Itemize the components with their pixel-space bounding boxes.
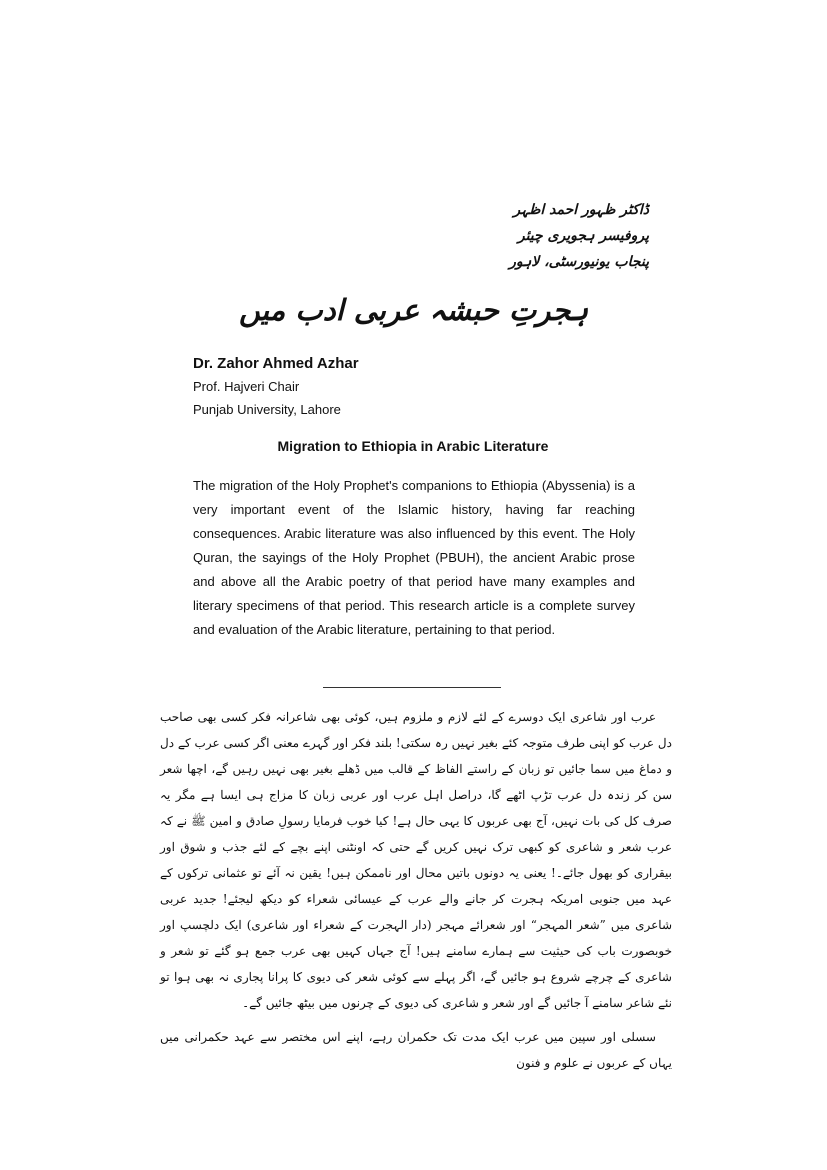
urdu-article-title: ہجرتِ حبشہ عربی ادب میں [238,293,589,327]
urdu-author-block [349,197,649,275]
urdu-author-institution: پنجاب یونیورسٹی، لاہور [509,254,649,270]
urdu-body [160,704,672,1084]
urdu-paragraph-1: عرب اور شاعری ایک دوسرے کے لئے لازم و ملزوم ہیں، کوئی بھی شاعرانہ فکر کسی بھی صاحب دل عرب کو اپنی طرف متوجہ کئے بغیر نہیں رہ سکتی! بلند فکر اور گہرے معنی اگر کسی عرب کے دل و دماغ میں سما جائیں تو زبان کے راستے الفاظ کے قالب میں ڈھلے بغیر بھی نہیں رہیں گے، اچھا شعر سن کر زندہ دل عرب تڑپ اٹھے گا، دراصل اہل عرب اور عربی زبان کا مزاج ہی ایسا ہے مگر یہ صرف کل کی بات نہیں، آج بھی عربوں کا یہی حال ہے! کیا خوب فرمایا رسولِ صادق و امین ﷺ نے کہ عرب شعر و شاعری کو کبھی ترک نہیں کریں گے حتی کہ اونٹنی اپنے بچے کے لئے جذب و شوق اور بیقراری کو بھول جائے۔! یعنی یہ دونوں باتیں محال اور ناممکن ہیں! یقین نہ آئے تو عثمانی ترکوں کے عہد میں جنوبی امریکہ ہجرت کر جانے والے عرب کے عیسائی شعراء کو دیکھ لیجئے! جدید عربی شاعری میں ”شعر المہجر“ اور شعرائے مہجر (دار الہجرت کے شعراء اور شاعری) ایک دلچسپ اور خوبصورت باب کی حیثیت سے ہمارے سامنے ہیں! آج جہاں کہیں بھی عرب جمع ہو گئے تو شعر و شاعری کے چرچے شروع ہو جائیں گے، اگر پہلے سے کوئی شعر کی دیوی کا پرانا پجاری نہ بھی ہوا تو نئے شاعر سامنے آ جائیں گے اور شعر و شاعری کی دیوی کے چرنوں میں بیٹھ جائیں گے۔ [160,710,673,1010]
english-article-title: Migration to Ethiopia in Arabic Literature [277,438,549,454]
urdu-paragraph-2: سسلی اور سپین میں عرب ایک مدت تک حکمران رہے، اپنے اس مختصر سے عہد حکمرانی میں یہاں کے عربوں نے علوم و فنون [160,1030,672,1070]
urdu-author-position: پروفیسر ہجویری چیئر [517,228,649,244]
abstract: The migration of the Holy Prophet's companions to Ethiopia (Abyssenia) is a very important event of the Islamic history, having far reaching consequences. Arabic literature was also influenced by this event. The Holy Quran, the sayings of the Holy Prophet (PBUH), the ancient Arabic prose and above all the Arabic poetry of that period have many examples and literary specimens of that period. This research article is a complete survey and evaluation of the Arabic literature, pertaining to that period. [193,478,635,637]
english-author-institution: Punjab University, Lahore [193,402,341,417]
section-divider [323,687,501,688]
english-author-position: Prof. Hajveri Chair [193,379,300,394]
english-author-block [193,353,633,421]
english-author-name: Dr. Zahor Ahmed Azhar [193,355,359,372]
urdu-author-name: ڈاکٹر ظہور احمد اظہر [513,202,649,218]
